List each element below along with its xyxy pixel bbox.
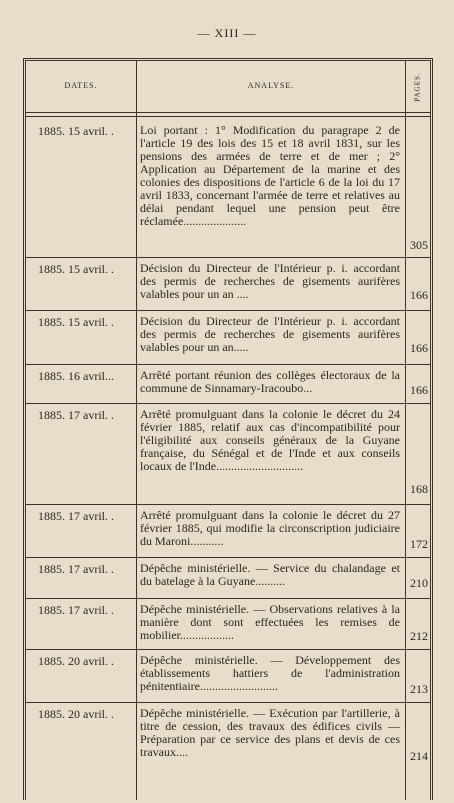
row-page: 172 — [410, 537, 428, 551]
table-row — [26, 120, 430, 258]
row-date: 1885. 20 avril. . — [38, 707, 114, 721]
row-date: 1885. 15 avril. . — [38, 315, 114, 329]
row-page: 305 — [410, 238, 428, 252]
table-row — [26, 258, 430, 311]
table-row — [26, 505, 430, 558]
row-page: 214 — [410, 749, 428, 763]
row-analysis: Arrêté promulguant dans la colonie le décret du 27 février 1885, qui modifie la circonscription judiciaire du Maroni........... — [140, 508, 400, 548]
table-row — [26, 599, 430, 650]
row-page: 213 — [410, 682, 428, 696]
header-analyse: ANALYSE. — [247, 81, 295, 90]
row-date: 1885. 15 avril. . — [38, 124, 114, 138]
row-analysis: Loi portant : 1° Modification du paragrape 2 de l'article 19 des lois des 15 et 18 avril 1831, sur les pensions des armées de terre et de mer ; 2° Application au Département de la marine et des colonies des dispositions de l'article 6 de la loi du 17 avril 1833, concernant l'armée de terre et relatives au délai pendant lequel une pension peut être réclamée..................... — [140, 123, 400, 228]
row-date: 1885. 17 avril. . — [38, 562, 114, 576]
row-analysis: Décision du Directeur de l'Intérieur p. i. accordant des permis de recherches de gisements aurifères valables pour un an..... — [140, 314, 400, 354]
row-page: 166 — [410, 341, 428, 355]
row-page: 168 — [410, 482, 428, 496]
header-dates: DATES. — [64, 81, 98, 90]
row-page: 166 — [410, 288, 428, 302]
table-row — [26, 650, 430, 703]
row-page: 166 — [410, 383, 428, 397]
row-page: 210 — [410, 576, 428, 590]
row-analysis: Décision du Directeur de l'Intérieur p. i. accordant des permis de recherches de gisements aurifères valables pour un an .... — [140, 261, 400, 301]
table-row — [26, 558, 430, 599]
row-analysis: Dépêche ministérielle. — Service du chalandage et du batelage à la Guyane.......... — [140, 561, 400, 588]
page-number: — XIII — — [197, 26, 257, 40]
table-row — [26, 311, 430, 365]
row-date: 1885. 17 avril. . — [38, 509, 114, 523]
row-date: 1885. 16 avril... — [38, 369, 114, 383]
table-row — [26, 365, 430, 404]
row-date: 1885. 17 avril. . — [38, 408, 114, 422]
header-pages-cell — [406, 61, 430, 112]
row-analysis: Dépêche ministérielle. — Développement des établissements hattiers de l'administration pénitentiaire.......................... — [140, 653, 400, 693]
header-pages: PAGES. — [414, 71, 422, 102]
header-rule — [26, 112, 430, 117]
row-analysis: Arrêté portant réunion des collèges électoraux de la commune de Sinnamary-Iracoubo... — [140, 368, 400, 395]
table-row — [26, 404, 430, 505]
row-analysis: Dépêche ministérielle. — Observations relatives à la manière dont sont effectuées les remises de mobilier.................. — [140, 602, 400, 642]
index-table — [23, 58, 433, 800]
row-page: 212 — [410, 629, 428, 643]
row-analysis: Arrêté promulguant dans la colonie le décret du 24 février 1885, relatif aux cas d'incompatibilité pour l'éligibilité aux conseils généraux de la Guyane française, du Sénégal et de l'Inde et aux conseils locaux de l'Inde............................. — [140, 407, 400, 473]
row-analysis: Dépêche ministérielle. — Exécution par l'artillerie, à titre de cession, des travaux des édifices civils — Préparation par ce service des plans et devis de ces travaux.... — [140, 706, 400, 759]
row-date: 1885. 20 avril. . — [38, 654, 114, 668]
table-row — [26, 703, 430, 803]
row-date: 1885. 15 avril. . — [38, 262, 114, 276]
row-date: 1885. 17 avril. . — [38, 603, 114, 617]
